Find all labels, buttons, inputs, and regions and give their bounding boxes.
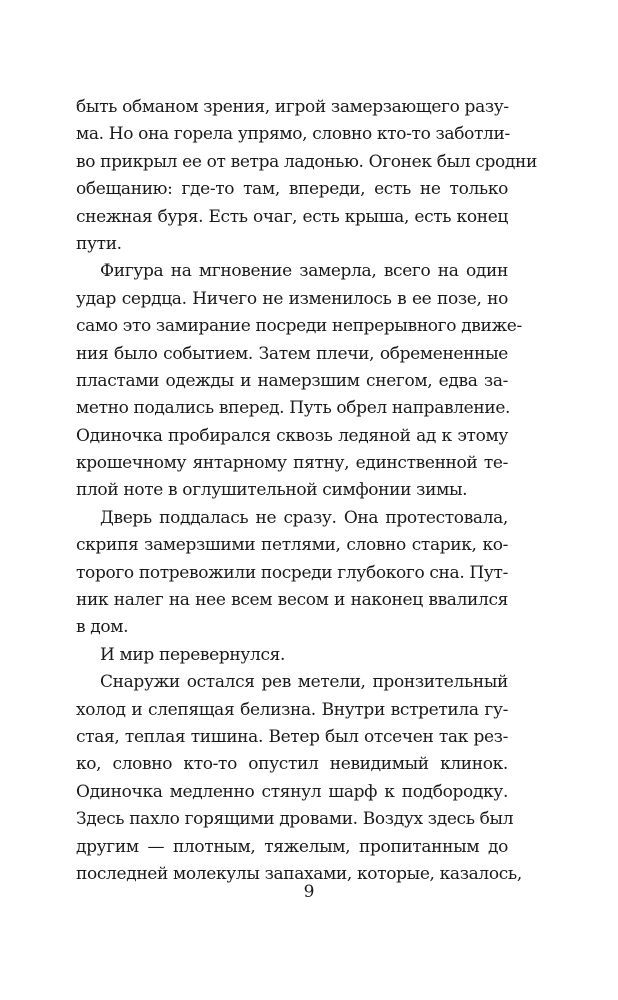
text-line: метно подались вперед. Путь обрел направление. — [76, 398, 511, 419]
text-line: в дом. — [76, 617, 129, 638]
text-line: во прикрыл ее от ветра ладонью. Огонек был сродни — [76, 151, 537, 172]
text-line: Здесь пахло горящими дровами. Воздух здесь был — [76, 809, 514, 830]
text-line: обещанию: где-то там, впереди, есть не только — [76, 179, 508, 200]
text-line: И мир перевернулся. — [100, 644, 286, 665]
text-line: Дверь поддалась не сразу. Она протестовала, — [100, 507, 508, 528]
text-line: торого потревожили посреди глубокого сна. Пут- — [76, 562, 509, 583]
text-line: Снаружи остался рев метели, пронзительный — [100, 672, 508, 693]
text-line: скрипя замерзшими петлями, словно старик, ко- — [76, 535, 508, 556]
body-text — [76, 94, 537, 888]
text-line: Одиночка пробирался сквозь ледяной ад к этому — [76, 425, 508, 446]
text-line: стая, теплая тишина. Ветер был отсечен так рез- — [76, 726, 508, 747]
text-line: пути. — [76, 233, 122, 254]
text-line: само это замирание посреди непрерывного движе- — [76, 316, 522, 337]
text-line: ник налег на нее всем весом и наконец ввалился — [76, 590, 508, 611]
text-line: плой ноте в оглушительной симфонии зимы. — [76, 480, 468, 501]
text-line: пластами одежды и намерзшим снегом, едва за- — [76, 370, 508, 391]
text-line: последней молекулы запахами, которые, казалось, — [76, 863, 522, 884]
text-line: Фигура на мгновение замерла, всего на один — [100, 261, 508, 282]
text-line: ния было событием. Затем плечи, обремененные — [76, 343, 508, 364]
text-line: снежная буря. Есть очаг, есть крыша, есть конец — [76, 206, 508, 227]
text-line: холод и слепящая белизна. Внутри встретила гу- — [76, 699, 508, 720]
text-line: другим — плотным, тяжелым, пропитанным до — [76, 836, 508, 857]
text-line: ко, словно кто-то опустил невидимый клинок. — [76, 754, 508, 775]
text-line: Одиночка медленно стянул шарф к подбородку. — [76, 781, 508, 802]
text-line: удар сердца. Ничего не изменилось в ее позе, но — [76, 288, 508, 309]
text-line: крошечному янтарному пятну, единственной те- — [76, 453, 508, 474]
text-line: ма. Но она горела упрямо, словно кто-то заботли- — [76, 124, 510, 145]
page-number: 9 — [303, 882, 315, 902]
text-line: быть обманом зрения, игрой замерзающего разу- — [76, 97, 509, 117]
